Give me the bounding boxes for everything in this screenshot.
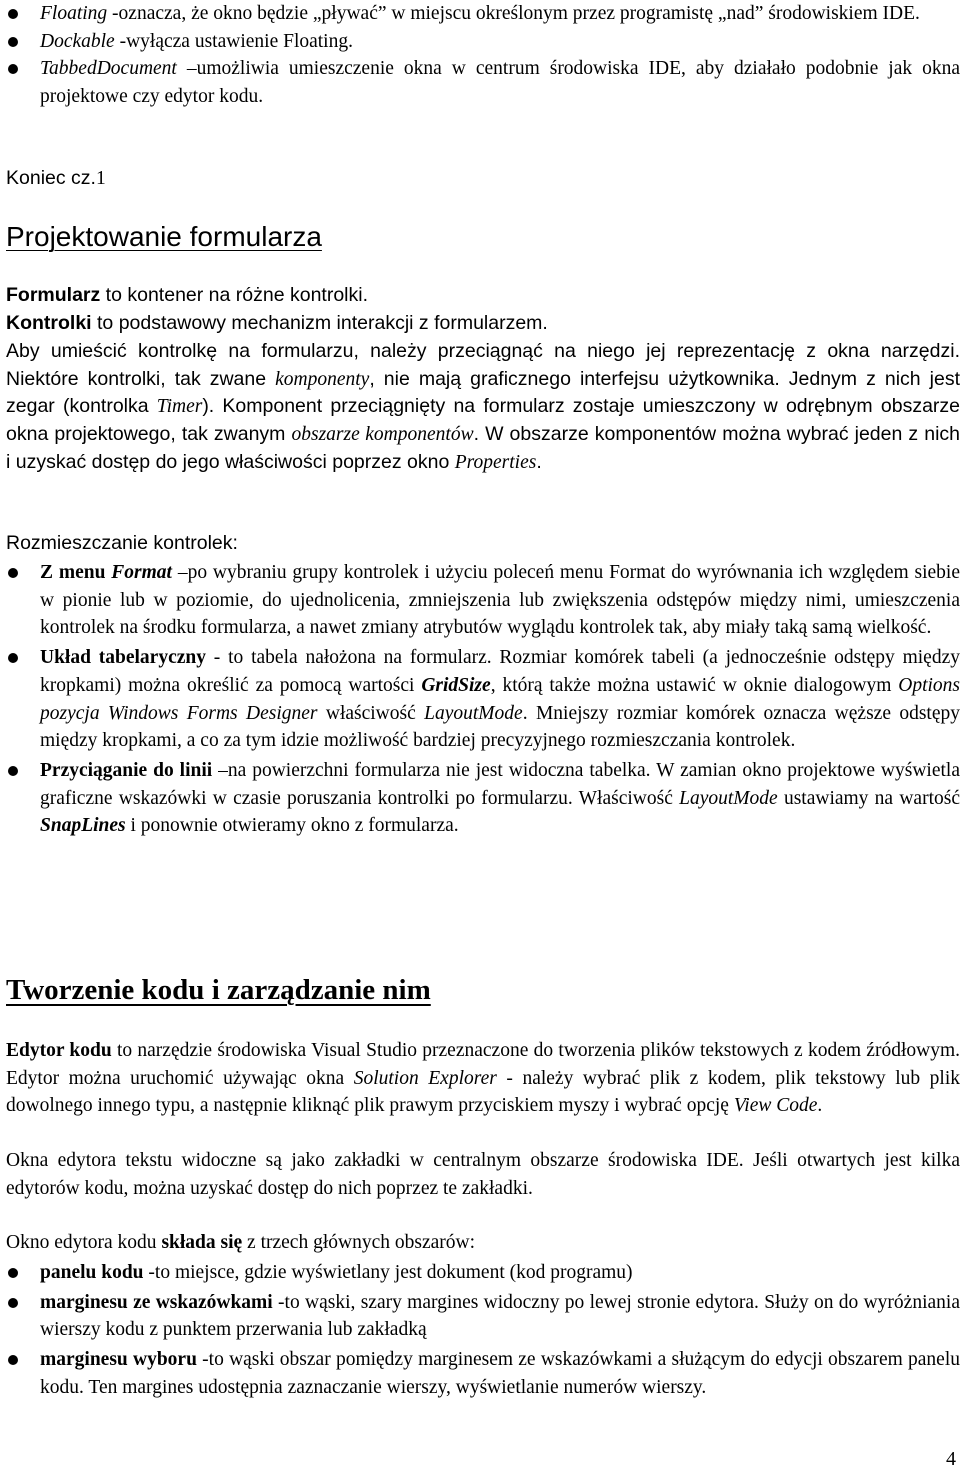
paragraph-kontrolki: Kontrolki to podstawowy mechanizm interakcji z formularzem. <box>6 312 548 334</box>
paragraph-umiescic: Aby umieścić kontrolkę na formularzu, należy przeciągnąć na niego jej reprezentację z okna narzędzi. Niektóre kontrolki, tak zwane komponenty, nie mają graficznego interfejsu użytkownika. Jednym z nich jest zegar (kontrolka Timer). Komponent przeciągnięty na formularz zostaje umieszczony w odrębnym obszarze okna projektowego, tak zwanym obszarze komponentów. W obszarze komponentów można wybrać jeden z nich i uzyskać dostęp do jego właściwości poprzez okno Properties. <box>6 340 960 473</box>
list-item: Dockable -wyłącza ustawienie Floating. <box>0 28 960 56</box>
list-item: Przyciąganie do linii –na powierzchni formularza nie jest widoczna tabelka. W zamian okno projektowe wyświetla graficzne wskazówki w czasie poruszania kontrolki po formularzu. Właściwość LayoutMode ustawiamy na wartość SnapLines i ponownie otwieramy okno z formularza. <box>0 757 960 840</box>
paragraph-okna-edytora: Okna edytora tekstu widoczne są jako zakładki w centralnym obszarze środowiska IDE. Jeśli otwartych jest kilka edytorów kodu, można uzyskać dostęp do nich poprzez te zakładki. <box>6 1150 960 1199</box>
list-item: Z menu Format –po wybraniu grupy kontrolek i użyciu poleceń menu Format do wyrównania ich względem siebie w pionie lub w poziomie, do ujednolicenia, zmniejszenia lub zwiększenia odstępów między nimi, umieszczenia kontrolek na środku formularza, a nawet zmiany atrybutów wyglądu kontrolek tak, aby miały taką samą wielkość. <box>0 559 960 642</box>
paragraph-formularz: Formularz to kontener na różne kontrolki. <box>6 284 369 306</box>
rozmieszczanie-list <box>0 559 960 840</box>
koniec-note: Koniec cz.1 <box>6 167 106 189</box>
page-number: 4 <box>946 1448 956 1470</box>
list-item: Układ tabelaryczny - to tabela nałożona na formularz. Rozmiar komórek tabeli (a jednocześnie odstępy między kropkami) można określić za pomocą wartości GridSize, którą także można ustawić w oknie dialogowym Options pozycja Windows Forms Designer właściwość LayoutMode. Mniejszy rozmiar komórek oznacza węższe odstępy między kropkami, a co za tym idzie możliwość bardziej precyzyjnego rozmieszczania kontrolek. <box>0 644 960 755</box>
section-heading-projektowanie: Projektowanie formularza <box>6 221 322 252</box>
list-item: marginesu wyboru -to wąski obszar pomiędzy marginesem ze wskazówkami a służącym do edycji obszarem panelu kodu. Ten margines udostępnia zaznaczanie wierszy, wyświetlanie numerów wierszy. <box>0 1346 960 1401</box>
rozmieszczanie-title: Rozmieszczanie kontrolek: <box>6 532 238 554</box>
list-item: panelu kodu -to miejsce, gdzie wyświetlany jest dokument (kod programu) <box>0 1259 960 1287</box>
list-item: Floating -oznacza, że okno będzie „pływać” w miejscu określonym przez programistę „nad” środowiskiem IDE. <box>0 0 960 28</box>
top-bullet-list <box>0 0 960 111</box>
editor-areas-list <box>0 1259 960 1402</box>
paragraph-edytor-kodu: Edytor kodu to narzędzie środowiska Visual Studio przeznaczone do tworzenia plików tekstowych z kodem źródłowym. Edytor można uruchomić używając okna Solution Explorer - należy wybrać plik z kodem, plik tekstowy lub plik dowolnego innego typu, a następnie kliknąć plik prawym przyciskiem myszy i wybrać opcję View Code. <box>6 1040 960 1117</box>
list-item: marginesu ze wskazówkami -to wąski, szary margines widoczny po lewej stronie edytora. Służy on do wyróżniania wierszy kodu z punktem przerwania lub zakładką <box>0 1289 960 1344</box>
list-item: TabbedDocument –umożliwia umieszczenie okna w centrum środowiska IDE, aby działało podobnie jak okna projektowe czy edytor kodu. <box>0 55 960 110</box>
section-heading-tworzenie-kodu: Tworzenie kodu i zarządzanie nim <box>6 974 431 1006</box>
paragraph-obszary: Okno edytora kodu składa się z trzech głównych obszarów: <box>6 1232 476 1253</box>
